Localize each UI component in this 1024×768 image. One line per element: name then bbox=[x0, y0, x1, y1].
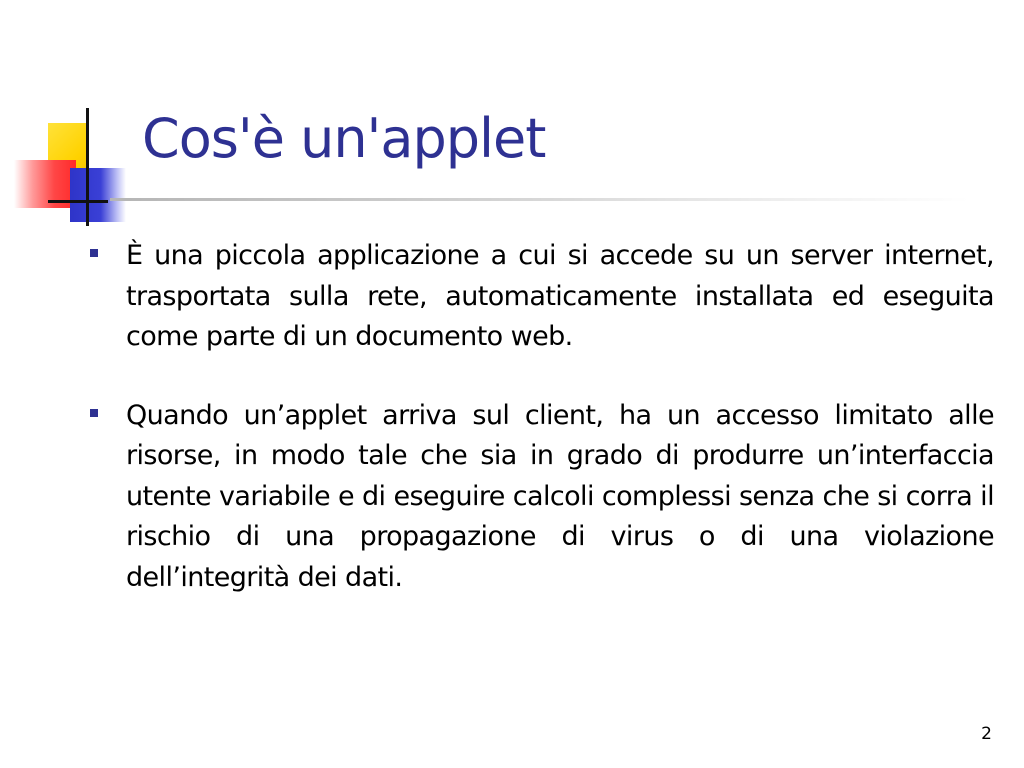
bullet-text: Quando un’applet arriva sul client, ha un accesso limitato alle risorse, in modo tale che sia in grado di produrre un’interfaccia utente variabile e di eseguire calcoli complessi senza che si corra il rischio di una propagazione di virus o di una violazione dell’integrità dei dati. bbox=[126, 399, 994, 593]
bullet-list bbox=[82, 236, 994, 636]
bullet-item bbox=[82, 396, 994, 599]
colored-squares-logo-icon bbox=[10, 108, 140, 228]
bullet-text: È una piccola applicazione a cui si accede su un server internet, trasportata sulla rete, automaticamente installata ed eseguita come parte di un documento web. bbox=[126, 240, 994, 352]
page-number: 2 bbox=[981, 724, 992, 744]
square-bullet-icon bbox=[90, 409, 98, 417]
title-divider bbox=[110, 198, 970, 201]
blue-square bbox=[70, 168, 126, 222]
vertical-line bbox=[86, 108, 89, 226]
slide-title: Cos'è un'applet bbox=[142, 107, 546, 170]
horizontal-line bbox=[48, 200, 108, 203]
bullet-item bbox=[82, 236, 994, 358]
square-bullet-icon bbox=[90, 249, 98, 257]
